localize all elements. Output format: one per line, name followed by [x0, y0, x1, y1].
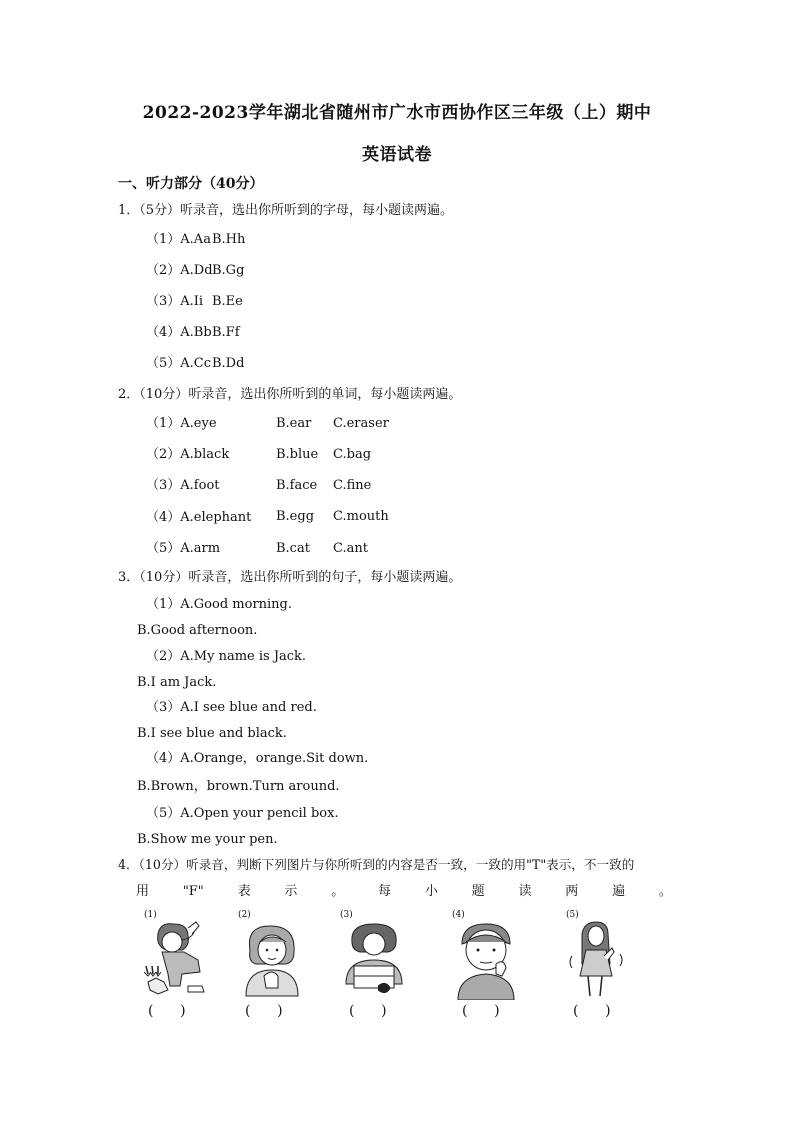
- q2-item-4-b: B.egg: [276, 509, 315, 524]
- picture-5: [566, 910, 646, 1000]
- q2-item-5-c: C.ant: [333, 541, 368, 556]
- stem-char: 。: [331, 884, 345, 899]
- q3-item-5-a: （5）A.Open your pencil box.: [146, 806, 339, 821]
- long-hair-girl-illustration: [566, 920, 636, 1000]
- q3-item-2-a: （2）A.My name is Jack.: [146, 649, 307, 664]
- question-3-stem: 3．（10分）听录音，选出你所听到的句子，每小题读两遍。: [118, 570, 462, 585]
- q2-item-1: （1）A.eye: [146, 416, 217, 431]
- clap-hands-illustration: [238, 920, 308, 1000]
- picture-2: [238, 910, 318, 1000]
- question-1-stem: 1．（5分）听录音，选出你所听到的字母，每小题读两遍。: [118, 203, 454, 218]
- exam-title-line1: 2022-2023学年湖北省随州市广水市西协作区三年级（上）期中: [142, 103, 652, 123]
- picture-3: [340, 910, 420, 1000]
- q2-item-2: （2）A.black: [146, 447, 230, 462]
- question-4-stem-continued: [136, 884, 672, 900]
- q2-item-3-c: C.fine: [333, 478, 372, 493]
- q3-item-4-b: B.Brown，brown.Turn around.: [137, 779, 340, 794]
- q3-item-5-b: B.Show me your pen.: [137, 832, 278, 847]
- q2-item-3-b: B.face: [276, 478, 318, 493]
- answer-blank-2[interactable]: ( ): [245, 1003, 283, 1019]
- q2-item-1-b: B.ear: [276, 416, 312, 431]
- stem-char: 读: [518, 884, 532, 899]
- q2-item-2-c: C.bag: [333, 447, 372, 462]
- q3-item-3-b: B.I see blue and black.: [137, 726, 287, 741]
- picture-4-label: (4): [452, 910, 465, 920]
- q1-item-2-b: B.Gg: [212, 263, 245, 278]
- answer-blank-3[interactable]: ( ): [349, 1003, 387, 1019]
- q2-item-5-b: B.cat: [276, 541, 310, 556]
- section-listening-heading: 一、听力部分（40分）: [118, 176, 264, 192]
- picture-4: [452, 910, 532, 1000]
- q1-item-2: （2）A.Dd: [146, 263, 213, 278]
- stem-char: 小: [424, 884, 438, 899]
- q2-item-4: （4）A.elephant: [146, 510, 252, 525]
- q2-item-2-b: B.blue: [276, 447, 319, 462]
- open-box-illustration: [340, 920, 410, 1000]
- q1-item-4: （4）A.Bb: [146, 325, 212, 340]
- q1-item-5-b: B.Dd: [212, 356, 245, 371]
- answer-blank-4[interactable]: ( ): [462, 1003, 500, 1019]
- q3-item-1-a: （1）A.Good morning.: [146, 597, 293, 612]
- q1-item-4-b: B.Ff: [212, 325, 240, 340]
- picture-3-label: (3): [340, 910, 353, 920]
- stem-char: 表: [237, 884, 251, 899]
- q2-item-3: （3）A.foot: [146, 478, 220, 493]
- picture-5-label: (5): [566, 910, 579, 920]
- picture-1: [144, 910, 224, 1000]
- q1-item-3: （3）A.Ii: [146, 294, 204, 309]
- q2-item-4-c: C.mouth: [333, 509, 389, 524]
- q1-item-3-b: B.Ee: [212, 294, 243, 309]
- question-4-stem: 4．（10分）听录音，判断下列图片与你所听到的内容是否一致，一致的用"T"表示，不一致的: [118, 857, 635, 872]
- picture-2-label: (2): [238, 910, 251, 920]
- stem-char: "F": [182, 884, 204, 899]
- stem-char: 两: [565, 884, 579, 899]
- q1-item-1-b: B.Hh: [212, 232, 246, 247]
- stem-char: 用: [136, 884, 150, 899]
- picture-1-label: (1): [144, 910, 157, 920]
- stem-char: 。: [658, 884, 672, 899]
- q3-item-3-a: （3）A.I see blue and red.: [146, 700, 317, 715]
- q1-item-5: （5）A.Cc: [146, 356, 212, 371]
- stem-char: 每: [378, 884, 392, 899]
- stem-char: 题: [471, 884, 485, 899]
- q3-item-2-b: B.I am Jack.: [137, 675, 217, 690]
- stem-char: 遍: [612, 884, 626, 899]
- q2-item-1-c: C.eraser: [333, 416, 389, 431]
- touch-chin-illustration: [452, 920, 522, 1000]
- stem-char: 示: [284, 884, 298, 899]
- q3-item-4-a: （4）A.Orange，orange.Sit down.: [146, 751, 369, 766]
- q2-item-5: （5）A.arm: [146, 541, 221, 556]
- stamp-foot-illustration: [144, 920, 214, 1000]
- q3-item-1-b: B.Good afternoon.: [137, 623, 258, 638]
- question-2-stem: 2．（10分）听录音，选出你所听到的单词，每小题读两遍。: [118, 387, 462, 402]
- answer-blank-1[interactable]: ( ): [148, 1003, 186, 1019]
- exam-title-line2: 英语试卷: [362, 145, 432, 165]
- q1-item-1: （1）A.Aa: [146, 232, 211, 247]
- answer-blank-5[interactable]: ( ): [573, 1003, 611, 1019]
